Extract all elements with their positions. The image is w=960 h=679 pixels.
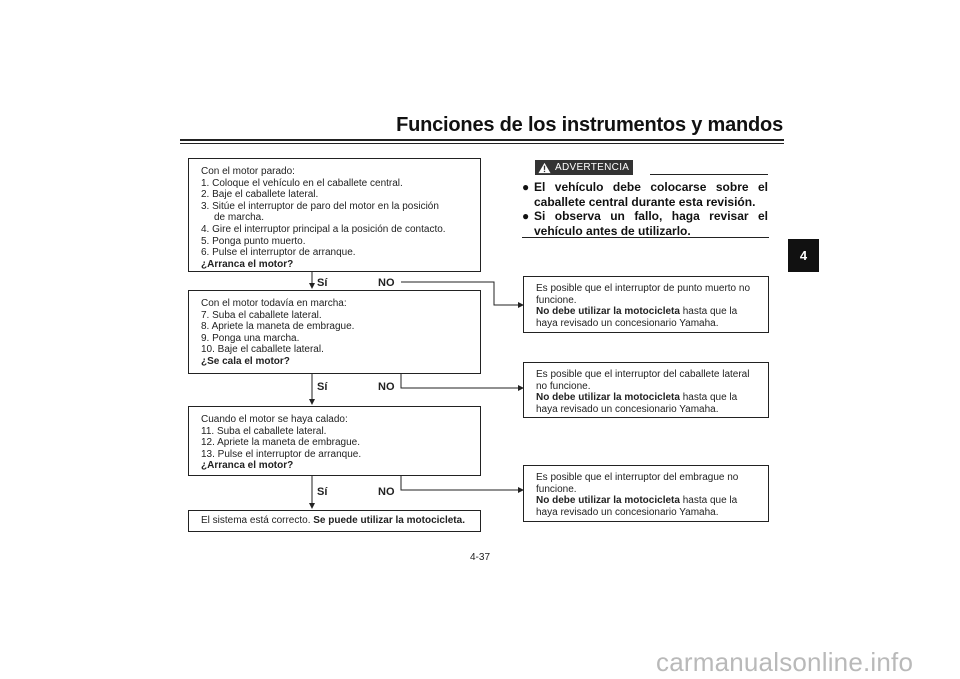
- chapter-tab: 4: [788, 239, 819, 272]
- flow-final: [188, 510, 481, 532]
- final-line: [201, 515, 480, 527]
- flow-step-3: [188, 406, 481, 476]
- step1-line: 4. Gire el interruptor principal a la posición de contacto.: [201, 223, 446, 235]
- warning-triangle-icon: [538, 162, 551, 174]
- step2-line: Con el motor todavía en marcha:: [201, 298, 347, 309]
- result-line: Es posible que el interruptor de punto muerto no: [536, 283, 751, 294]
- warning-item: [522, 209, 768, 238]
- yes-label: Sí: [317, 277, 328, 289]
- watermark: carmanualsonline.info: [656, 647, 914, 677]
- step3-line: Cuando el motor se haya calado:: [201, 414, 348, 425]
- step3-line: 11. Suba el caballete lateral.: [201, 425, 327, 437]
- warning-list: [522, 180, 768, 238]
- warning-bottom-rule: [522, 237, 769, 238]
- warning-text: El vehículo debe colocarse sobre el caballete central durante esta revisión.: [534, 180, 768, 209]
- step1-line: 1. Coloque el vehículo en el caballete central.: [201, 177, 403, 189]
- step2-line: 10. Baje el caballete lateral.: [201, 344, 324, 356]
- warning-rule: [650, 174, 768, 175]
- no-label: NO: [378, 381, 395, 393]
- no-label: NO: [378, 277, 395, 289]
- step2-line: 7. Suba el caballete lateral.: [201, 309, 322, 321]
- final-bold: Se puede utilizar la motocicleta.: [313, 515, 465, 526]
- result-line: haya revisado un concesionario Yamaha.: [536, 506, 719, 518]
- result-line: funcione.: [536, 483, 577, 495]
- result-bold: No debe utilizar la motocicleta: [536, 306, 680, 318]
- step2-line: 9. Ponga una marcha.: [201, 332, 300, 344]
- step1-line: 6. Pulse el interruptor de arranque.: [201, 247, 356, 259]
- result-rest: hasta que la: [679, 306, 738, 318]
- result-rest: hasta que la: [679, 392, 738, 404]
- flow-step-1: [188, 158, 481, 272]
- result-box-clutch: [523, 465, 769, 522]
- step3-line: 12. Apriete la maneta de embrague.: [201, 437, 360, 449]
- step3-question: ¿Arranca el motor?: [201, 460, 294, 472]
- result-box-sidestand: [523, 362, 769, 418]
- warning-label: ADVERTENCIA: [555, 162, 630, 173]
- bullet-icon: ●: [522, 180, 530, 194]
- yes-label: Sí: [317, 486, 328, 498]
- result-bold: No debe utilizar la motocicleta: [536, 392, 680, 404]
- step1-line: Con el motor parado:: [201, 166, 295, 177]
- step1-line: 5. Ponga punto muerto.: [201, 235, 306, 247]
- result-line: funcione.: [536, 294, 577, 306]
- warning-item: [522, 180, 768, 209]
- step3-line: 13. Pulse el interruptor de arranque.: [201, 448, 362, 460]
- result-line: [536, 392, 768, 404]
- flow-step-2: [188, 290, 481, 374]
- result-line: Es posible que el interruptor del embrague no: [536, 472, 739, 483]
- no-label: NO: [378, 486, 395, 498]
- bullet-icon: ●: [522, 209, 530, 223]
- result-box-neutral: [523, 276, 769, 333]
- result-rest: hasta que la: [679, 495, 738, 507]
- step1-question: ¿Arranca el motor?: [201, 258, 294, 270]
- result-bold: No debe utilizar la motocicleta: [536, 495, 680, 507]
- step1-line: 2. Baje el caballete lateral.: [201, 189, 319, 201]
- result-line: no funcione.: [536, 380, 591, 392]
- final-text: El sistema está correcto.: [201, 515, 314, 526]
- step2-question: ¿Se cala el motor?: [201, 355, 290, 367]
- warning-text: Si observa un fallo, haga revisar el vehículo antes de utilizarlo.: [534, 209, 768, 238]
- page-title: Funciones de los instrumentos y mandos: [396, 114, 783, 136]
- result-line: haya revisado un concesionario Yamaha.: [536, 317, 719, 329]
- step2-line: 8. Apriete la maneta de embrague.: [201, 321, 355, 333]
- result-line: Es posible que el interruptor del caballete lateral: [536, 369, 750, 380]
- page-number: 4-37: [470, 552, 491, 563]
- step1-line: de marcha.: [214, 212, 265, 224]
- step1-line: 3. Sitúe el interruptor de paro del motor en la posición: [201, 200, 439, 212]
- result-line: [536, 495, 768, 507]
- result-line: haya revisado un concesionario Yamaha.: [536, 403, 719, 415]
- warning-badge: [535, 160, 633, 175]
- result-line: [536, 306, 768, 318]
- yes-label: Sí: [317, 381, 328, 393]
